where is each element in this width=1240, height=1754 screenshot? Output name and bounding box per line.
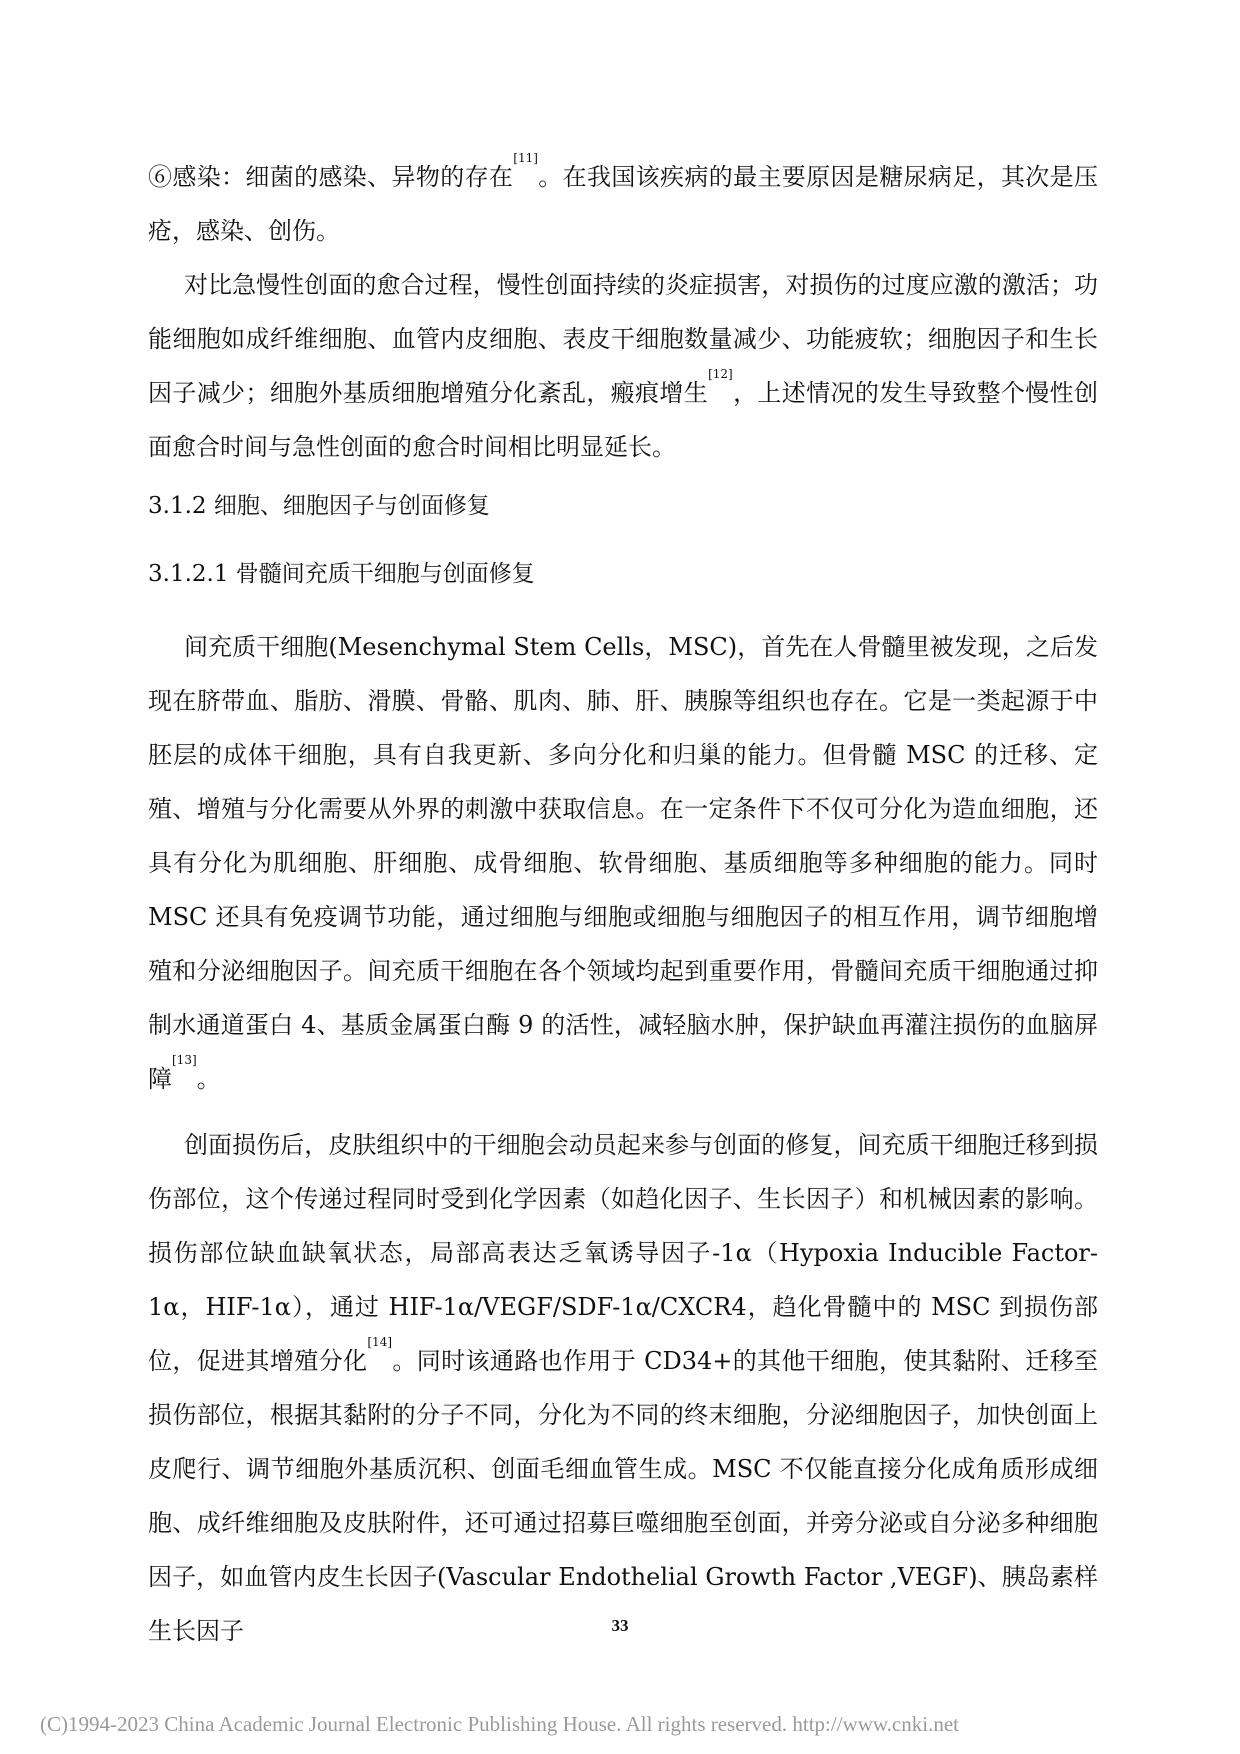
section-heading: 3.1.2 细胞、细胞因子与创面修复: [148, 493, 490, 519]
citation-ref: [14]: [367, 1335, 393, 1349]
paragraph-chronic-wound: [148, 258, 1098, 474]
paragraph-text: [148, 258, 1098, 474]
page-number: 33: [611, 1616, 629, 1635]
section-heading-3-1-2: [148, 490, 1098, 522]
paragraph-msc-wound-repair: [148, 1118, 1098, 1658]
citation-ref: [11]: [513, 151, 538, 165]
paragraph-text-part: ，上述情况的发生导致整个慢性创面愈合时间与急性创面的愈合时间相比明显延长。: [148, 379, 1099, 461]
paragraph-text: [148, 1118, 1098, 1658]
paragraph-text-part: 。: [196, 1065, 221, 1093]
copyright-footer: (C)1994-2023 China Academic Journal Electronic Publishing House. All rights reserved. http://www.cnki.net: [40, 1712, 959, 1736]
paragraph-msc-intro: [148, 620, 1098, 1106]
paragraph-text-part: 。同时该通路也作用于 CD34+的其他干细胞，使其黏附、迁移至损伤部位，根据其黏附的分子不同，分化为不同的终末细胞，分泌细胞因子，加快创面上皮爬行、调节细胞外基质沉积、创面毛细血管生成。MSC 不仅能直接分化成角质形成细胞、成纤维细胞及皮肤附件，还可通过招募巨噬细胞至创面，并旁分泌或自分泌多种细胞因子，如血管内皮生长因子(Vascular Endothelial Growth Factor ,VEGF)、胰岛素样生长因子: [148, 1347, 1098, 1645]
paragraph-text-part: 创面损伤后，皮肤组织中的干细胞会动员起来参与创面的修复，间充质干细胞迁移到损伤部位，这个传递过程同时受到化学因素（如趋化因子、生长因子）和机械因素的影响。损伤部位缺血缺氧状态，局部高表达乏氧诱导因子-1α（Hypoxia Inducible Factor-1α，HIF-1α），通过 HIF-1α/VEGF/SDF-1α/CXCR4，趋化骨髓中的 MSC 到损伤部位，促进其增殖分化: [148, 1131, 1098, 1375]
paragraph-text-part: ⑥感染：细菌的感染、异物的存在: [148, 163, 514, 191]
paragraph-infection: [148, 150, 1098, 258]
citation-ref: [13]: [172, 1053, 197, 1067]
subsection-heading: 3.1.2.1 骨髓间充质干细胞与创面修复: [148, 561, 535, 587]
section-heading-3-1-2-1: [148, 558, 1098, 590]
paragraph-text-part: 对比急慢性创面的愈合过程，慢性创面持续的炎症损害，对损伤的过度应激的激活；功能细胞如成纤维细胞、血管内皮细胞、表皮干细胞数量减少、功能疲软；细胞因子和生长因子减少；细胞外基质细胞增殖分化紊乱，瘢痕增生: [148, 271, 1098, 407]
paragraph-text-part: 间充质干细胞(Mesenchymal Stem Cells，MSC)，首先在人骨髓里被发现，之后发现在脐带血、脂肪、滑膜、骨骼、肌肉、肺、肝、胰腺等组织也存在。它是一类起源于中胚层的成体干细胞，具有自我更新、多向分化和归巢的能力。但骨髓 MSC 的迁移、定殖、增殖与分化需要从外界的刺激中获取信息。在一定条件下不仅可分化为造血细胞，还具有分化为肌细胞、肝细胞、成骨细胞、软骨细胞、基质细胞等多种细胞的能力。同时 MSC 还具有免疫调节功能，通过细胞与细胞或细胞与细胞因子的相互作用，调节细胞增殖和分泌细胞因子。间充质干细胞在各个领域均起到重要作用，骨髓间充质干细胞通过抑制水通道蛋白 4、基质金属蛋白酶 9 的活性，减轻脑水肿，保护缺血再灌注损伤的血脑屏障: [148, 633, 1098, 1093]
paragraph-text: [148, 150, 1098, 258]
citation-ref: [12]: [708, 367, 733, 381]
paragraph-text: [148, 620, 1098, 1106]
paragraph-text-part: 。在我国该疾病的最主要原因是糖尿病足，其次是压疮，感染、创伤。: [148, 163, 1099, 245]
